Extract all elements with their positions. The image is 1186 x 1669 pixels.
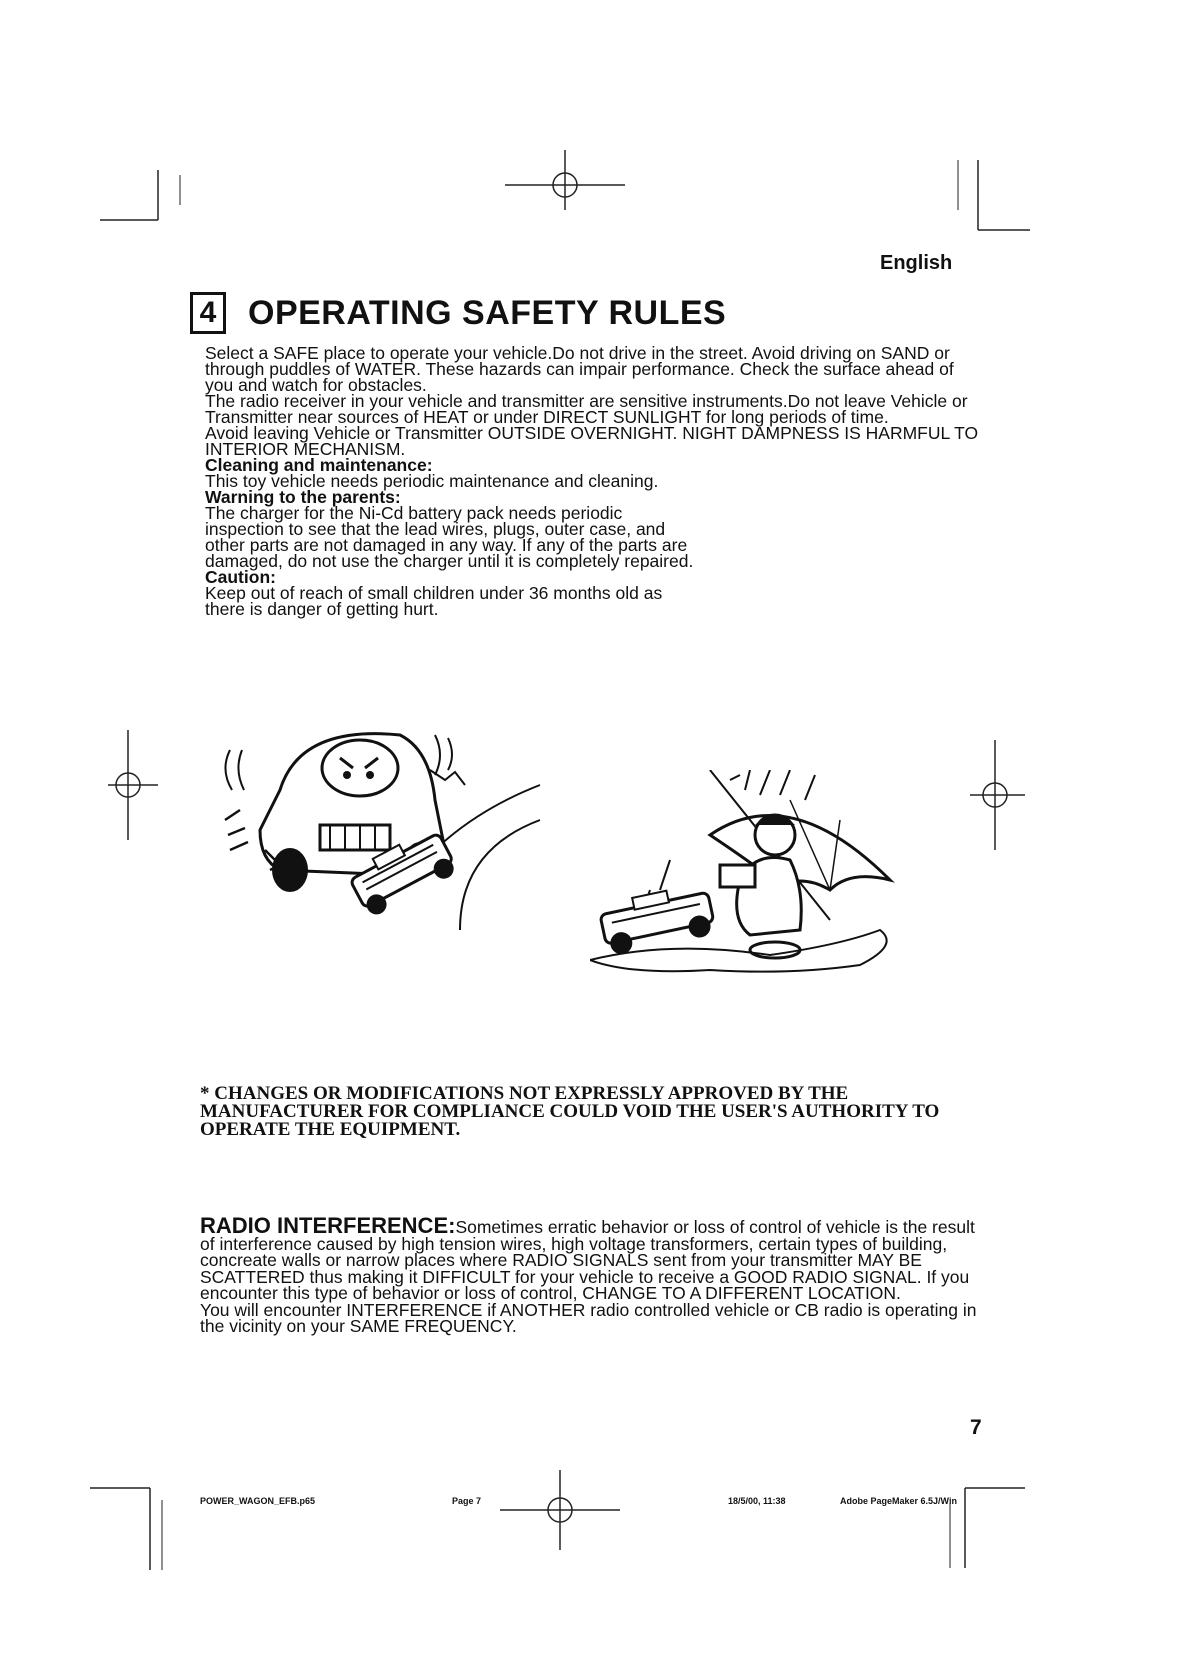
radio-interference-text: Sometimes erratic behavior or loss of control of vehicle is the result of interference caused by high tension wires, high voltage transformers, certain types of building, concreate walls or narrow places where RADIO SIGNALS sent from your transmitter MAY BE SCATTERED thus making it DIFFICULT for your vehicle to receive a GOOD RADIO SIGNAL. If you encounter this type of behavior or loss of control, CHANGE TO A DIFFERENT LOCATION. [200,1217,975,1303]
fcc-notice: * CHANGES OR MODIFICATIONS NOT EXPRESSLY APPROVED BY THE MANUFACTURER FOR COMPLIANCE COULD VOID THE USER'S AUTHORITY TO OPERATE THE EQUIPMENT. [200,1083,940,1140]
caution-text: Keep out of reach of small children under 36 months old as there is danger of getting hurt. [205,583,663,619]
crop-mark-top-right [950,160,1030,240]
crop-mark-bottom-right [945,1478,1025,1568]
footer-app: Adobe PageMaker 6.5J/Win [840,1496,957,1506]
safety-rules-body [205,345,985,617]
crop-mark-top-left [100,170,190,240]
radio-interference-section [200,1213,990,1336]
page-number: 7 [970,1416,982,1439]
caution-heading: Caution: [205,567,276,587]
language-label: English [880,252,953,274]
section-number: 4 [190,292,226,334]
page-title: OPERATING SAFETY RULES [248,293,727,332]
cleaning-heading: Cleaning and maintenance: [205,455,433,475]
section-heading [190,292,726,334]
illustration-boy-umbrella [590,770,920,1030]
registration-mark-right [965,740,1025,850]
paragraph-overnight: Avoid leaving Vehicle or Transmitter OUTSIDE OVERNIGHT. NIGHT DAMPNESS IS HARMFUL TO INTERIOR MECHANISM. [205,423,979,459]
footer-date: 18/5/00, 11:38 [728,1496,786,1506]
cleaning-text: This toy vehicle needs periodic maintenance and cleaning. [205,471,659,491]
registration-mark-top [505,150,625,210]
paragraph-sensitive-instruments: The radio receiver in your vehicle and transmitter are sensitive instruments.Do not leave Vehicle or Transmitter near sources of HEAT or under DIRECT SUNLIGHT for long periods of time. [205,391,968,427]
paragraph-safe-place: Select a SAFE place to operate your vehicle.Do not drive in the street. Avoid driving on SAND or through puddles of WATER. These hazards can impair performance. Check the surface ahead of you and watch for obstacles. [205,343,954,395]
crop-mark-bottom-left [90,1480,170,1570]
illustration-car-road [220,730,560,960]
footer-page: Page 7 [452,1496,482,1506]
radio-interference-text-2: You will encounter INTERFERENCE if ANOTHER radio controlled vehicle or CB radio is operating in the vicinity on your SAME FREQUENCY. [200,1299,977,1336]
radio-interference-heading: RADIO INTERFERENCE: [200,1213,456,1238]
warning-text: The charger for the Ni-Cd battery pack needs periodic inspection to see that the lead wires, plugs, outer case, and other parts are not damaged in any way. If any of the parts are damaged, do not use the charger until it is completely repaired. [205,503,694,571]
registration-mark-left [108,730,158,840]
warning-heading: Warning to the parents: [205,487,401,507]
footer-filename: POWER_WAGON_EFB.p65 [200,1496,316,1506]
registration-mark-bottom [500,1470,620,1550]
